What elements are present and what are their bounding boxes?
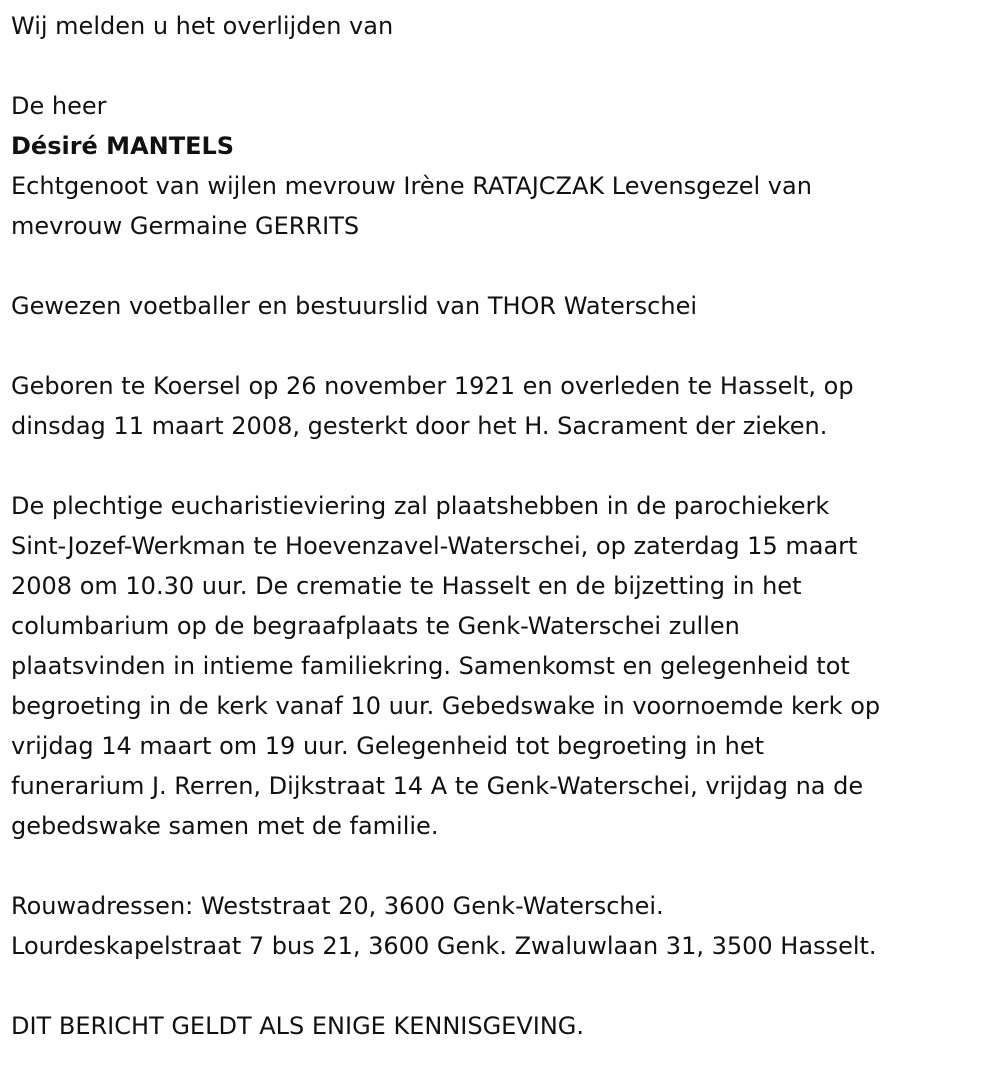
- paragraph-line: Rouwadressen: Weststraat 20, 3600 Genk-Waterschei.: [11, 892, 664, 920]
- paragraph-line: Echtgenoot van wijlen mevrouw Irène RATAJCZAK Levensgezel van: [11, 172, 812, 200]
- paragraph-line: funerarium J. Rerren, Dijkstraat 14 A te Genk-Waterschei, vrijdag na de: [11, 772, 864, 800]
- spacer: [11, 446, 986, 486]
- address-paragraph: [11, 886, 986, 966]
- deceased-name: Désiré MANTELS: [11, 132, 235, 160]
- paragraph-line: Sint-Jozef-Werkman te Hoevenzavel-Waterschei, op zaterdag 15 maart: [11, 532, 858, 560]
- paragraph-line: vrijdag 14 maart om 19 uur. Gelegenheid tot begroeting in het: [11, 732, 764, 760]
- spacer: [11, 46, 986, 86]
- paragraph-line: Geboren te Koersel op 26 november 1921 en overleden te Hasselt, op: [11, 372, 854, 400]
- paragraph-line: gebedswake samen met de familie.: [11, 812, 439, 840]
- paragraph-line: begroeting in de kerk vanaf 10 uur. Gebedswake in voornoemde kerk op: [11, 692, 881, 720]
- paragraph-line: 2008 om 10.30 uur. De crematie te Hasselt en de bijzetting in het: [11, 572, 802, 600]
- spouse-paragraph: [11, 166, 986, 246]
- death-notice: [11, 0, 986, 1046]
- birth-death-paragraph: [11, 366, 986, 446]
- spacer: [11, 966, 986, 1006]
- paragraph-line: columbarium op de begraafplaats te Genk-Waterschei zullen: [11, 612, 740, 640]
- salutation: De heer: [11, 92, 107, 120]
- paragraph-line: De plechtige eucharistieviering zal plaatshebben in de parochiekerk: [11, 492, 830, 520]
- role-line: Gewezen voetballer en bestuurslid van THOR Waterschei: [11, 292, 698, 320]
- spacer: [11, 246, 986, 286]
- paragraph-line: mevrouw Germaine GERRITS: [11, 212, 360, 240]
- paragraph-line: Lourdeskapelstraat 7 bus 21, 3600 Genk. Zwaluwlaan 31, 3500 Hasselt.: [11, 932, 877, 960]
- closing-line: DIT BERICHT GELDT ALS ENIGE KENNISGEVING.: [11, 1012, 585, 1040]
- spacer: [11, 326, 986, 366]
- intro-line: Wij melden u het overlijden van: [11, 12, 394, 40]
- ceremony-paragraph: [11, 486, 986, 846]
- spacer: [11, 846, 986, 886]
- paragraph-line: plaatsvinden in intieme familiekring. Samenkomst en gelegenheid tot: [11, 652, 850, 680]
- paragraph-line: dinsdag 11 maart 2008, gesterkt door het H. Sacrament der zieken.: [11, 412, 828, 440]
